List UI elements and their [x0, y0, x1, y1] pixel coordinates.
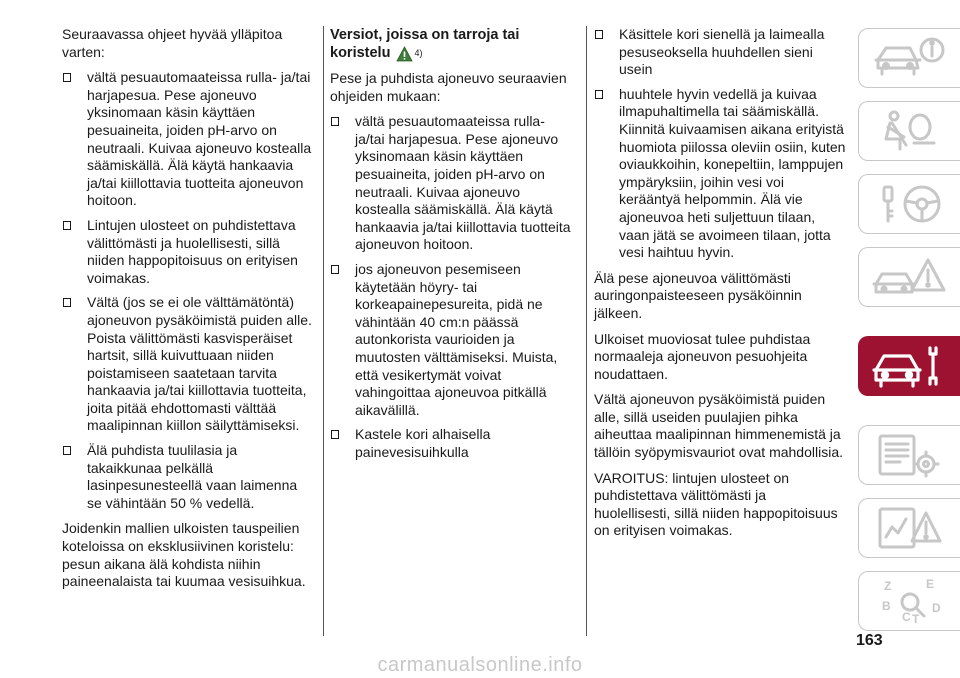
column-divider	[323, 26, 324, 636]
airbag-safety-icon	[870, 109, 950, 153]
list-item	[62, 294, 314, 435]
checkbox-bullet-icon	[63, 298, 71, 307]
section-heading	[330, 26, 578, 62]
checkbox-bullet-icon	[63, 221, 71, 230]
index-letter-z: Z	[883, 579, 891, 593]
chapter-tab-index[interactable]	[858, 571, 960, 631]
list-item-text: Vältä (jos se ei ole välttämätöntä) ajoneuvon pysäköimistä puiden alle. Poista välittömästi kasvisperäiset hartsit, sillä kuivuttuaan niiden poistamiseen saatetaan tarvita hankaavia ja/tai kiillottavia tuotteita, joita pitää ehdottomasti välttää maalipinnan kiillon säilyttämiseksi.	[87, 294, 312, 434]
column-divider	[586, 26, 587, 636]
chapter-tab-maintenance[interactable]	[858, 336, 960, 396]
list-item-text: jos ajoneuvon pesemiseen käytetään höyry- tai korkeapainepesureita, pidä ne vähintään 40 cm:n päässä autonkorista vaurioiden ja muutosten välttämiseksi. Muista, että vesikertymät voivat vahingoittaa ajoneuvoa pitkällä aikavälillä.	[355, 260, 558, 418]
bullet-list	[62, 69, 314, 512]
list-item-text: Älä puhdista tuulilasia ja takaikkunaa pelkällä lasinpesunesteellä vaan laimenna se vähintään 50 % vedellä.	[87, 442, 298, 511]
checkbox-bullet-icon	[331, 265, 339, 274]
key-steering-wheel-icon	[870, 181, 950, 227]
body-paragraph: Älä pese ajoneuvoa välittömästi auringonpaisteeseen pysäköinnin jälkeen.	[594, 269, 802, 321]
chapter-tab-safety[interactable]	[858, 101, 960, 161]
list-item-text: vältä pesuautomaateissa rulla- ja/tai harjapesua. Pese ajoneuvo yksinomaan käsin käyttäen pesuaineita, joiden pH-arvo on neutraali. Kuivaa ajoneuvo kostealla säämiskällä. Älä käytä hankaavia ja/tai kiillottavia tuotteita ajoneuvon hoitoon.	[87, 69, 312, 209]
car-wrench-icon	[870, 342, 950, 390]
page-number: 163	[856, 632, 883, 649]
section-heading-text: Versiot, joissa on tarroja tai koristelu	[330, 27, 520, 61]
list-item	[330, 426, 578, 461]
list-item-text: vältä pesuautomaateissa rulla- ja/tai harjapesua. Pese ajoneuvo yksinomaan käsin käyttäen pesuaineita, joiden pH-arvo on neutraali. Kuivaa ajoneuvo kostealla säämiskällä. Älä käytä hankaavia ja/tai kiillottavia tuotteita ajoneuvon hoitoon.	[355, 113, 571, 253]
list-item-text: huuhtele hyvin vedellä ja kuivaa ilmapuhaltimella tai säämiskällä. Kiinnitä kuivaamisen aikana erityistä huomiota piilossa oleviin osiin, kuten oviaukkoihin, konepeltiin, lamppujen ympäryksiin, joihin vesi voi kerääntyä helpommin. Älä vie ajoneuvoa heti suljettuun tilaan, vaan jätä se avoimeen tilaan, jotta vesi haihtuu hyvin.	[619, 85, 846, 261]
index-letter-e: E	[925, 577, 934, 591]
chapter-tab-technical-data[interactable]	[858, 425, 960, 485]
chapter-tab-vehicle-info[interactable]	[858, 28, 960, 88]
checkbox-bullet-icon	[595, 90, 603, 99]
watermark: carmanualsonline.info	[377, 654, 583, 676]
text-column-2	[330, 26, 578, 469]
chapter-tab-warning-lights[interactable]	[858, 247, 960, 307]
warning-triangle-icon	[870, 505, 950, 551]
list-item	[330, 261, 578, 419]
index-letter-t: T	[911, 612, 919, 626]
list-item-text: Kastele kori alhaisella painevesisuihkulla	[355, 426, 491, 460]
body-paragraph: Ulkoiset muoviosat tulee puhdistaa normaaleja ajoneuvon pesuohjeita noudattaen.	[594, 330, 811, 382]
checkbox-bullet-icon	[331, 430, 339, 439]
alphabetical-index-icon	[870, 576, 950, 626]
list-item	[594, 86, 846, 262]
intro-paragraph: Seuraavassa ohjeet hyvää ylläpitoa varten:	[62, 26, 283, 60]
checkbox-bullet-icon	[63, 446, 71, 455]
warning-paragraph: VAROITUS: lintujen ulosteet on puhdistettava välittömästi ja huolellisesti, sillä niiden happopitoisuus on erityisen voimakas.	[594, 469, 838, 539]
index-letter-c: C	[901, 610, 911, 624]
intro-paragraph: Pese ja puhdista ajoneuvo seuraavien ohjeiden mukaan:	[330, 70, 567, 104]
chapter-tab-emergency[interactable]	[858, 498, 960, 558]
outro-paragraph: Joidenkin mallien ulkoisten tauspeilien koteloissa on eksklusiivinen koristelu: pesun aikana älä kohdista niihin paineenalaista tai kuumaa vesisuihkua.	[62, 520, 306, 590]
text-column-3	[594, 26, 846, 548]
list-item	[62, 217, 314, 287]
list-item	[594, 26, 846, 79]
list-item	[62, 69, 314, 210]
bullet-list	[330, 113, 578, 461]
checkbox-bullet-icon	[595, 30, 603, 39]
bullet-list	[594, 26, 846, 262]
index-letter-b: B	[881, 599, 891, 613]
list-item	[62, 442, 314, 512]
text-column-1	[62, 26, 314, 599]
index-letter-d: D	[931, 601, 941, 615]
checkbox-bullet-icon	[331, 117, 339, 126]
chapter-tab-starting-driving[interactable]	[858, 174, 960, 234]
body-paragraph: Vältä ajoneuvon pysäköimistä puiden alle, sillä useiden puulajien pihka aiheuttaa maalipinnan himmenemistä ja tällöin syöpymisvauriot ovat mahdollisia.	[594, 391, 843, 461]
checkbox-bullet-icon	[63, 73, 71, 82]
technical-data-icon	[870, 432, 950, 478]
car-warning-icon	[870, 254, 950, 300]
list-item-text: Lintujen ulosteet on puhdistettava välittömästi ja huolellisesti, sillä niiden happopitoisuus on erityisen voimakas.	[87, 216, 298, 286]
footnote-reference: 4)	[414, 48, 423, 58]
list-item-text: Käsittele kori sienellä ja laimealla pesuseoksella huuhdellen sieni usein	[619, 26, 825, 78]
list-item	[330, 113, 578, 254]
warning-triangle-icon	[396, 46, 413, 62]
car-info-icon	[870, 36, 950, 80]
